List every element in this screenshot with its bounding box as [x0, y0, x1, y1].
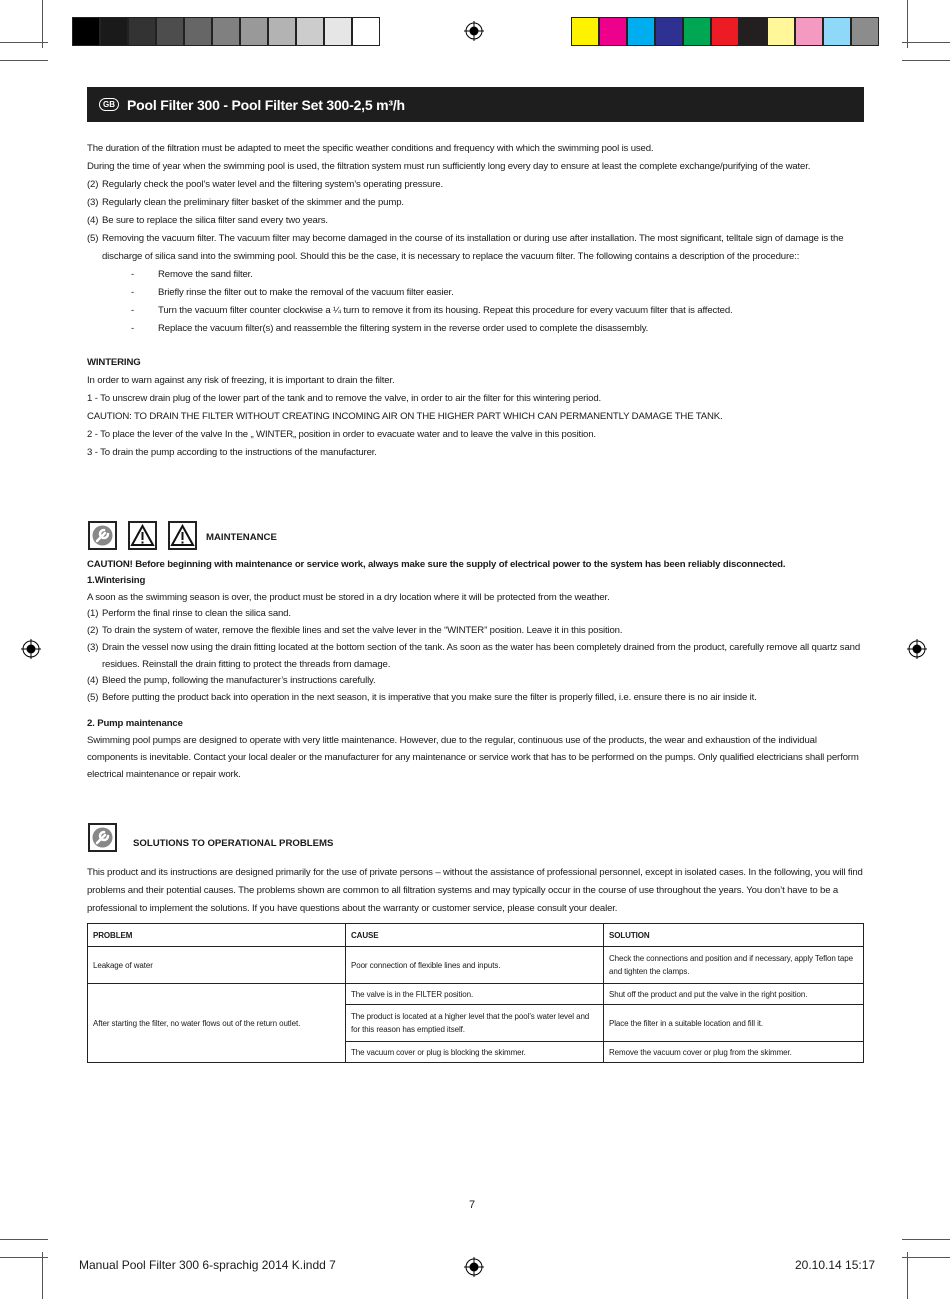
color-swatch [571, 17, 599, 46]
color-swatch [324, 17, 352, 46]
warning-icon [168, 521, 197, 550]
list-number: (5) [87, 692, 99, 703]
list-number: (2) [87, 179, 99, 190]
color-swatch [683, 17, 711, 46]
list-text: Perform the final rinse to clean the silica sand. [102, 608, 291, 619]
dash-bullet: - [131, 287, 135, 298]
color-swatch [100, 17, 128, 46]
color-swatch [352, 17, 380, 46]
crop-mark [0, 60, 48, 61]
list-text: To drain the system of water, remove the flexible lines and set the valve lever in the “WINTER” position. Leave it in this position. [102, 625, 623, 636]
dash-bullet: - [131, 323, 135, 334]
color-swatch [212, 17, 240, 46]
color-swatch [711, 17, 739, 46]
intro-line: During the time of year when the swimming pool is used, the filtration system must run sufficiently long every day to ensure at least the complete exchange/purifying of the water. [87, 161, 811, 172]
color-swatch [795, 17, 823, 46]
table-cell: Poor connection of flexible lines and inputs. [346, 947, 604, 984]
color-swatch [655, 17, 683, 46]
wintering-heading: WINTERING [87, 357, 141, 368]
problems-table [87, 923, 864, 1063]
paragraph: This product and its instructions are designed primarily for the use of private persons – without the assistance of professional personnel, except in isolated cases. In the following, you will find problems and their potential causes. The problems shown are common to all filtration systems and may typically occur in the course of use throughout the years. You don’t have to be a professional to implement the solutions. If you have questions about the warranty or customer service, please consult your dealer. [87, 867, 863, 914]
list-item [87, 639, 863, 673]
color-swatch [823, 17, 851, 46]
table-cell: Remove the vacuum cover or plug from the skimmer. [604, 1042, 864, 1063]
subheading: 1.Winterising [87, 575, 146, 586]
dash-bullet: - [131, 305, 135, 316]
list-item [87, 689, 863, 707]
dash-item: Remove the sand filter. [158, 269, 253, 280]
crop-mark [0, 1239, 48, 1240]
table-cell: The valve is in the FILTER position. [346, 984, 604, 1005]
list-number: (4) [87, 675, 99, 686]
warning-icon [128, 521, 157, 550]
intro-line: The duration of the filtration must be adapted to meet the specific weather conditions and frequency with which the swimming pool is used. [87, 143, 654, 154]
table-cell: Leakage of water [88, 947, 346, 984]
table-cell: The product is located at a higher level that the pool’s water level and for this reason has emptied itself. [346, 1005, 604, 1042]
list-number: (4) [87, 215, 99, 226]
list-number: (5) [87, 233, 99, 244]
table-cell: After starting the filter, no water flows out of the return outlet. [88, 984, 346, 1063]
list-number: (1) [87, 608, 99, 619]
page-number: 7 [469, 1199, 476, 1211]
color-swatch [767, 17, 795, 46]
paragraph: A soon as the swimming season is over, the product must be stored in a dry location where it will be protected from the weather. [87, 592, 610, 603]
color-swatch [296, 17, 324, 46]
list-text: Be sure to replace the silica filter sand every two years. [102, 215, 328, 226]
list-item [87, 672, 863, 690]
crop-mark [902, 60, 950, 61]
wintering-line: In order to warn against any risk of freezing, it is important to drain the filter. [87, 375, 395, 386]
crop-mark [902, 42, 950, 43]
table-header: SOLUTION [604, 924, 864, 947]
list-text: Bleed the pump, following the manufacturer’s instructions carefully. [102, 675, 376, 686]
list-text: Before putting the product back into operation in the next season, it is imperative that you make sure the filter is properly filled, i.e. ensure there is no air inside it. [102, 692, 757, 703]
color-swatch [599, 17, 627, 46]
color-swatch [739, 17, 767, 46]
table-row [88, 984, 864, 1005]
crop-mark [907, 1252, 908, 1299]
footer-timestamp: 20.10.14 15:17 [795, 1258, 876, 1272]
crop-mark [902, 1257, 950, 1258]
color-swatch [240, 17, 268, 46]
dash-bullet: - [131, 269, 135, 280]
list-text: Drain the vessel now using the drain fitting located at the bottom section of the tank. As soon as the water has been completely drained from the product, carefully remove all quartz sand residues. Reinstall the drain fitting to protect the threads from damage. [102, 642, 861, 670]
list-text: Regularly clean the preliminary filter basket of the skimmer and the pump. [102, 197, 404, 208]
list-item [87, 212, 863, 230]
dash-item: Briefly rinse the filter out to make the removal of the vacuum filter easier. [158, 287, 454, 298]
crop-mark [0, 42, 48, 43]
table-cell: Place the filter in a suitable location and fill it. [604, 1005, 864, 1042]
color-swatch [184, 17, 212, 46]
maintenance-heading: MAINTENANCE [206, 532, 277, 543]
dash-item: Turn the vacuum filter counter clockwise a ¼ turn to remove it from its housing. Repeat this procedure for every vacuum filter that is affected. [158, 305, 733, 316]
crop-mark [42, 0, 43, 48]
list-item [87, 622, 863, 640]
wintering-line: 3 - To drain the pump according to the instructions of the manufacturer. [87, 447, 377, 458]
list-number: (3) [87, 197, 99, 208]
language-badge: GB [99, 98, 119, 111]
table-header-row [88, 924, 864, 947]
color-swatch [627, 17, 655, 46]
color-swatch [851, 17, 879, 46]
color-swatch [156, 17, 184, 46]
crop-mark [902, 1239, 950, 1240]
table-header: PROBLEM [88, 924, 346, 947]
wintering-line: CAUTION: TO DRAIN THE FILTER WITHOUT CREATING INCOMING AIR ON THE HIGHER PART WHICH CAN PERMANENTLY DAMAGE THE TANK. [87, 411, 723, 422]
wintering-line: 1 - To unscrew drain plug of the lower part of the tank and to remove the valve, in order to air the filter for this wintering period. [87, 393, 602, 404]
page-title: Pool Filter 300 - Pool Filter Set 300-2,5 m³/h [127, 96, 405, 113]
wrench-icon [88, 823, 117, 852]
wrench-icon [88, 521, 117, 550]
list-item [87, 176, 863, 194]
caution-text: CAUTION! Before beginning with maintenance or service work, always make sure the supply of electrical power to the system has been reliably disconnected. [87, 559, 786, 570]
paragraph: Swimming pool pumps are designed to operate with very little maintenance. However, due to the regular, continuous use of the products, the wear and exhaustion of the individual components is inevitable. Contact your local dealer or the manufacturer for any maintenance or service work that has to be performed on the pumps. Only qualified electricians shall perform electrical maintenance or repair work. [87, 735, 859, 780]
list-number: (3) [87, 642, 99, 653]
list-item [87, 230, 863, 266]
registration-mark-icon [464, 21, 484, 41]
table-header: CAUSE [346, 924, 604, 947]
table-cell: The vacuum cover or plug is blocking the skimmer. [346, 1042, 604, 1063]
list-number: (2) [87, 625, 99, 636]
table-cell: Shut off the product and put the valve in the right position. [604, 984, 864, 1005]
list-item [87, 605, 863, 623]
list-text: Removing the vacuum filter. The vacuum filter may become damaged in the course of its installation or during use after installation. The most significant, telltale sign of damage is the discharge of silica sand into the swimming pool. Should this be the case, it is necessary to replace the vacuum filter. The following contains a description of the procedure:: [102, 233, 844, 262]
crop-mark [907, 0, 908, 48]
registration-mark-icon [464, 1257, 484, 1277]
list-item [87, 194, 863, 212]
crop-mark [42, 1252, 43, 1299]
wintering-line: 2 - To place the lever of the valve In the „ WINTER„ position in order to evacuate water and to leave the valve in this position. [87, 429, 596, 440]
dash-item: Replace the vacuum filter(s) and reassemble the filtering system in the reverse order used to complete the disassembly. [158, 323, 649, 334]
registration-mark-icon [21, 639, 41, 659]
table-row [88, 947, 864, 984]
solutions-heading: SOLUTIONS TO OPERATIONAL PROBLEMS [133, 838, 334, 849]
color-swatch [72, 17, 100, 46]
registration-mark-icon [907, 639, 927, 659]
subheading: 2. Pump maintenance [87, 718, 183, 729]
table-cell: Check the connections and position and if necessary, apply Teflon tape and tighten the clamps. [604, 947, 864, 984]
list-text: Regularly check the pool’s water level and the filtering system’s operating pressure. [102, 179, 443, 190]
section-header-bar [87, 87, 864, 122]
color-swatch [268, 17, 296, 46]
crop-mark [0, 1257, 48, 1258]
color-swatch [128, 17, 156, 46]
footer-filename: Manual Pool Filter 300 6-sprachig 2014 K.indd 7 [79, 1258, 336, 1272]
